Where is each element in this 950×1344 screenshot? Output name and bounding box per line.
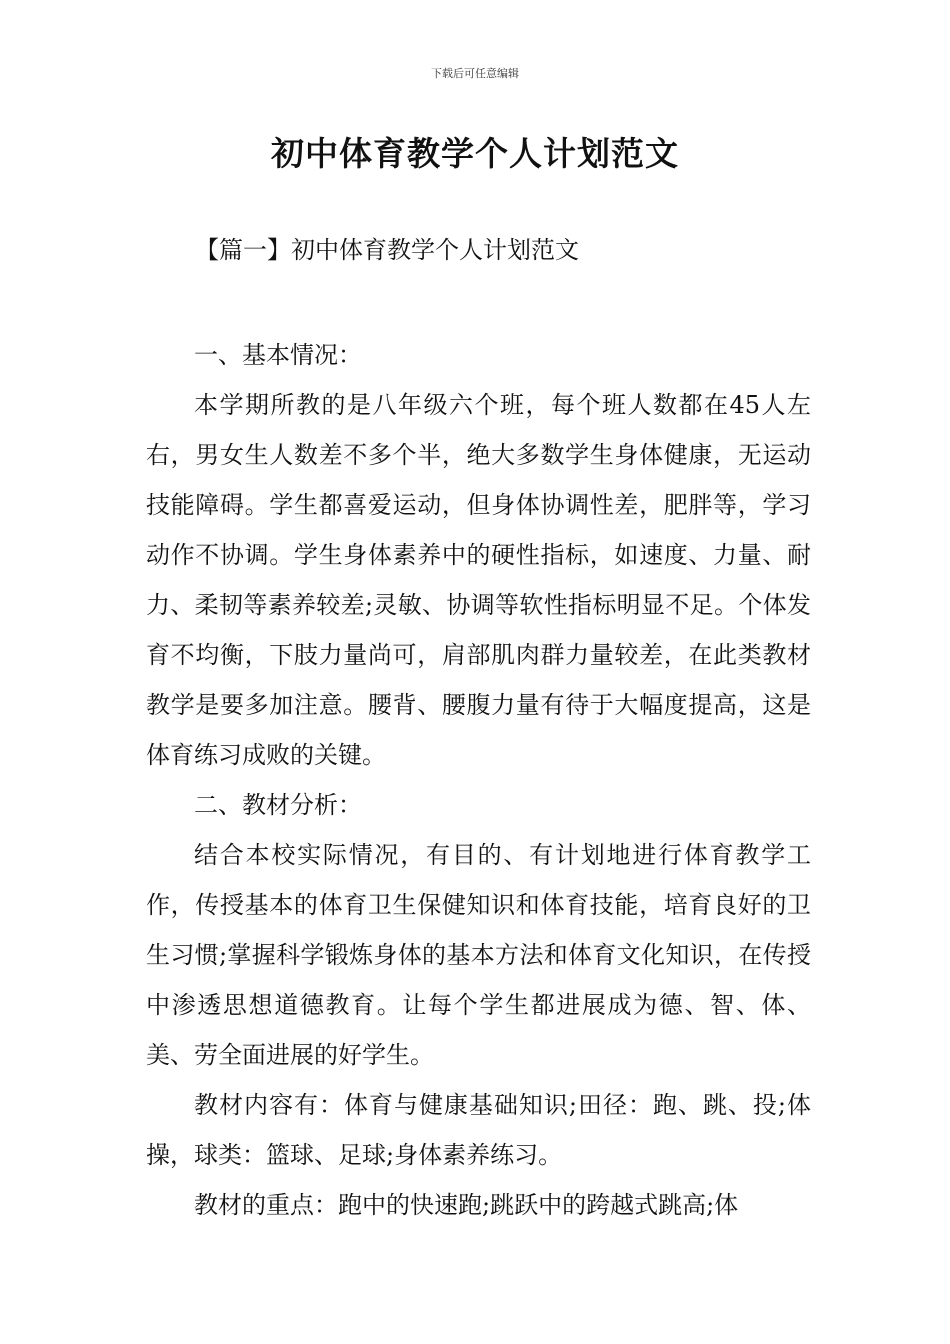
header-note: 下载后可任意编辑 (431, 67, 519, 80)
heading-basic-situation: 一、基本情况： (194, 341, 362, 369)
paragraph-material-focus: 教材的重点：跑中的快速跑;跳跃中的跨越式跳高;体 (194, 1191, 739, 1219)
paragraph-material-content: 教材内容有：体育与健康基础知识;田径：跑、跳、投;体操，球类：篮球、足球;身体素养练习。 (146, 1091, 811, 1169)
paragraph-material-analysis: 结合本校实际情况，有目的、有计划地进行体育教学工作，传授基本的体育卫生保健知识和体育技能，培育良好的卫生习惯;掌握科学锻炼身体的基本方法和体育文化知识，在传授中渗透思想道德教育。让每个学生都进展成为德、智、体、美、劳全面进展的好学生。 (146, 841, 811, 1069)
heading-material-analysis: 二、教材分析： (194, 791, 362, 819)
document-title: 初中体育教学个人计划范文 (271, 134, 679, 173)
section-title: 【篇一】初中体育教学个人计划范文 (195, 236, 579, 264)
body-text (146, 330, 811, 1230)
paragraph-basic-situation: 本学期所教的是八年级六个班，每个班人数都在45人左右，男女生人数差不多个半，绝大多数学生身体健康，无运动技能障碍。学生都喜爱运动，但身体协调性差，肥胖等，学习动作不协调。学生身体素养中的硬性指标，如速度、力量、耐力、柔韧等素养较差;灵敏、协调等软性指标明显不足。个体发育不均衡，下肢力量尚可，肩部肌肉群力量较差，在此类教材教学是要多加注意。腰背、腰腹力量有待于大幅度提高，这是体育练习成败的关键。 (146, 391, 811, 769)
